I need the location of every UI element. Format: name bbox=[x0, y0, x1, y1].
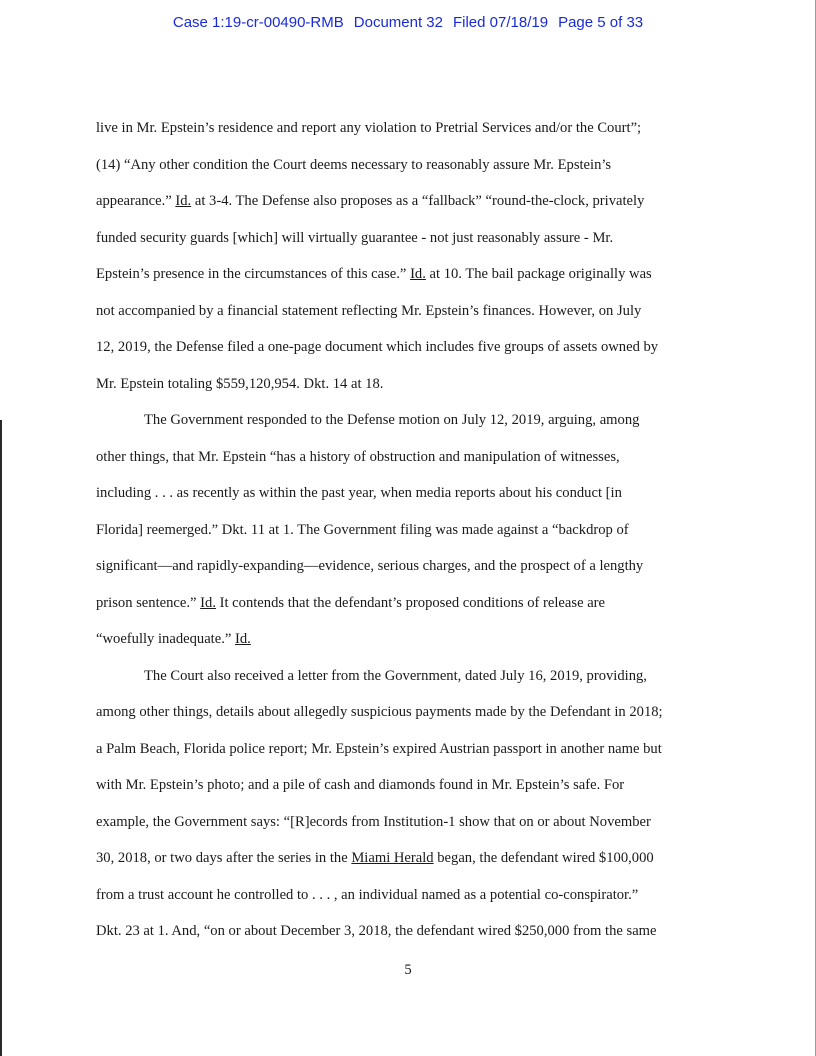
text-line: Florida] reemerged.” Dkt. 11 at 1. The Government filing was made against a “backdrop of bbox=[96, 522, 629, 538]
citation-id: Id. bbox=[410, 266, 426, 282]
document-number: Document 32 bbox=[353, 14, 443, 31]
paragraph-first-line: The Government responded to the Defense motion on July 12, 2019, arguing, among bbox=[144, 412, 640, 428]
text-line: significant—and rapidly-expanding—evidence, serious charges, and the prospect of a lengthy bbox=[96, 558, 644, 574]
text-line: not accompanied by a financial statement reflecting Mr. Epstein’s finances. However, on July bbox=[96, 303, 642, 319]
text-line: (14) “Any other condition the Court deems necessary to reasonably assure Mr. Epstein’s bbox=[96, 157, 612, 173]
text-line: Dkt. 23 at 1. And, “on or about December 3, 2018, the defendant wired $250,000 from the same bbox=[96, 923, 657, 939]
text-line: prison sentence.” Id. It contends that the defendant’s proposed conditions of release are bbox=[96, 595, 606, 611]
text-line: live in Mr. Epstein’s residence and report any violation to Pretrial Services and/or the Court”; bbox=[96, 120, 642, 136]
text-line: with Mr. Epstein’s photo; and a pile of cash and diamonds found in Mr. Epstein’s safe. For bbox=[96, 777, 625, 793]
text-line: “woefully inadequate.” Id. bbox=[96, 631, 251, 647]
citation-id: Id. bbox=[175, 193, 192, 209]
text-line: other things, that Mr. Epstein “has a history of obstruction and manipulation of witnesses, bbox=[96, 449, 620, 465]
paragraph-first-line: The Court also received a letter from the Government, dated July 16, 2019, providing, bbox=[144, 668, 647, 684]
text-line: Mr. Epstein totaling $559,120,954. Dkt. 14 at 18. bbox=[96, 376, 384, 392]
text-line: 12, 2019, the Defense filed a one-page document which includes five groups of assets owned by bbox=[96, 339, 659, 355]
text-line: a Palm Beach, Florida police report; Mr. Epstein’s expired Austrian passport in another name but bbox=[96, 741, 662, 757]
filed-date: Filed 07/18/19 bbox=[452, 14, 549, 31]
case-number: Case 1:19-cr-00490-RMB bbox=[172, 14, 344, 31]
citation-id: Id. bbox=[234, 631, 251, 647]
scan-edge-left bbox=[0, 420, 2, 1056]
text-line: appearance.” Id. at 3-4. The Defense also proposes as a “fallback” “round-the-clock, privately bbox=[96, 193, 645, 209]
text-line: from a trust account he controlled to . . . , an individual named as a potential co-conspirator.” bbox=[96, 887, 639, 903]
citation-id: Id. bbox=[200, 595, 216, 611]
text-line: Epstein’s presence in the circumstances of this case.” Id. at 10. The bail package originally was bbox=[96, 266, 652, 282]
text-line: example, the Government says: “[R]ecords from Institution-1 show that on or about November bbox=[96, 814, 651, 830]
text-line: funded security guards [which] will virtually guarantee - not just reasonably assure - Mr. bbox=[96, 230, 614, 246]
page-number: 5 bbox=[404, 962, 412, 978]
ecf-header bbox=[0, 14, 816, 31]
text-line: 30, 2018, or two days after the series in the Miami Herald began, the defendant wired $100,000 bbox=[96, 850, 654, 866]
text-line: among other things, details about allegedly suspicious payments made by the Defendant in 2018; bbox=[96, 704, 663, 720]
text-line: including . . . as recently as within the past year, when media reports about his conduct [in bbox=[96, 485, 622, 501]
publication-title: Miami Herald bbox=[351, 850, 434, 866]
page-of-total: Page 5 of 33 bbox=[558, 14, 644, 31]
